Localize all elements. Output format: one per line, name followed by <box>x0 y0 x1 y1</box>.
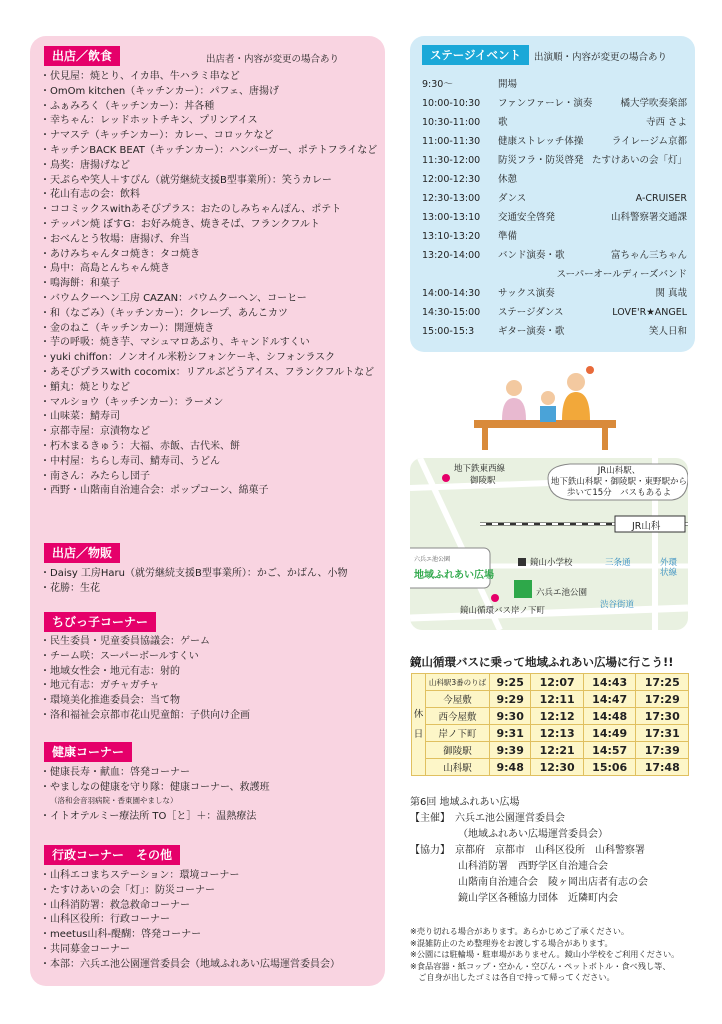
stage-row <box>422 78 687 92</box>
gov-list <box>40 869 385 973</box>
bus-time: 12:21 <box>531 742 584 759</box>
stage-performer: スーパーオールディーズバンド <box>556 269 687 280</box>
gov-item: ・ 山科消防署：救急救命コーナー <box>40 899 385 914</box>
stage-row <box>422 211 687 225</box>
stage-row <box>422 287 687 301</box>
gov-item: ・ 山科エコまちステーション：環境コーナー <box>40 869 385 884</box>
map-park-label: 六兵エ池公園 <box>536 588 588 598</box>
stage-performer: 山科警察署交通課 <box>610 212 687 223</box>
health-heading: 健康コーナー <box>44 742 132 762</box>
stage-act: サックス演奏 <box>498 288 555 299</box>
food-item: ・ 金のねこ（キッチンカー）：開運焼き <box>40 322 385 337</box>
stage-time: 11:00-11:30 <box>422 136 481 147</box>
stage-time: 14:00-14:30 <box>422 288 481 299</box>
stage-act: 防災フラ・防災啓発 <box>498 155 584 166</box>
bus-time: 14:57 <box>583 742 636 759</box>
goods-heading: 出店／物販 <box>44 543 120 563</box>
stage-performer: ライレージム京都 <box>611 136 687 147</box>
food-item: ・ OmOm kitchen（キッチンカー）：パフェ、唐揚げ <box>40 85 385 100</box>
left-panel <box>30 36 385 986</box>
bus-time: 12:07 <box>531 674 584 691</box>
bus-time: 17:29 <box>636 691 689 708</box>
stage-note: 出演順・内容が変更の場合あり <box>534 52 668 63</box>
food-item: ・ あそびプラスwith cocomix：リアルぶどうアイス、フランクフルトなど <box>40 366 385 381</box>
stage-performer: 橘大学吹奏楽部 <box>620 98 687 109</box>
map-callout <box>550 466 688 499</box>
note-5: ご自身が出したゴミは各自で持って帰ってください。 <box>410 972 615 983</box>
notes <box>410 926 710 984</box>
family-illustration <box>470 360 620 452</box>
bus-stop: 西今屋敷 <box>426 708 490 725</box>
bus-time: 12:13 <box>531 725 584 742</box>
food-item: ・ テッパン焼 ぼすG：お好み焼き、焼きそば、フランクフルト <box>40 218 385 233</box>
stage-time: 12:30-13:00 <box>422 193 481 204</box>
kids-list <box>40 635 385 724</box>
gov-item: ・ 本部：六兵エ池公園運営委員会（地域ふれあい広場運営委員会） <box>40 958 385 973</box>
food-item: ・ 中村屋：ちらし寿司、鯖寿司、うどん <box>40 455 385 470</box>
coop-label: 【協力】 <box>410 845 445 856</box>
stage-time: 9:30～ <box>422 79 453 90</box>
note-3: ※公園には駐輪場・駐車場がありません。鏡山小学校をご利用ください。 <box>410 949 680 960</box>
health-list-2 <box>40 810 385 825</box>
stage-act: 歌 <box>498 117 508 128</box>
coop-3: 山階南自治連合会 陵ヶ岡出店者有志の会 <box>458 877 648 888</box>
bus-stop: 山科駅 <box>426 759 490 776</box>
stage-time: 13:10-13:20 <box>422 231 481 242</box>
bus-time: 12:30 <box>531 759 584 776</box>
bus-time: 14:47 <box>583 691 636 708</box>
stage-performer: 笑人日和 <box>648 326 687 337</box>
food-item: ・ キッチンBACK BEAT（キッチンカー）：ハンバーガー、ポテトフライなど <box>40 144 385 159</box>
host-line <box>410 811 710 827</box>
map-jr-label: JR山科 <box>632 521 661 532</box>
stage-time: 13:20-14:00 <box>422 250 481 261</box>
stage-act: 準備 <box>498 231 518 242</box>
stage-act: ファンファーレ・演奏 <box>498 98 593 109</box>
stage-act: 開場 <box>498 79 518 90</box>
event-info <box>410 795 710 907</box>
stage-time: 12:00-12:30 <box>422 174 481 185</box>
food-item: ・ 南さん：みたらし団子 <box>40 470 385 485</box>
food-item: ・ 鮹丸：焼とりなど <box>40 381 385 396</box>
map-station-label: 御陵駅 <box>470 476 496 486</box>
bus-row <box>412 708 689 725</box>
bus-stop: 今屋敷 <box>426 691 490 708</box>
stage-act: バンド演奏・歌 <box>498 250 565 261</box>
bus-time: 17:39 <box>636 742 689 759</box>
stage-act: 健康ストレッチ体操 <box>498 136 584 147</box>
gaikan-line-2: 状線 <box>660 568 678 578</box>
stage-panel <box>410 36 695 352</box>
food-item: ・ 朽木まるきゅう：大福、赤飯、古代米、餅 <box>40 440 385 455</box>
access-map <box>410 458 688 630</box>
map-school-label: 鏡山小学校 <box>530 558 573 568</box>
health-list <box>40 766 385 796</box>
host-name: 六兵エ池公園運営委員会 <box>455 813 565 824</box>
gov-item: ・ たすけあいの会「灯」：防災コーナー <box>40 884 385 899</box>
kids-item: ・ 地域女性会・地元有志：射的 <box>40 665 385 680</box>
bus-time: 14:43 <box>583 674 636 691</box>
goods-item: ・ 花勝：生花 <box>40 582 385 597</box>
bus-time: 9:48 <box>490 759 531 776</box>
goods-list <box>40 567 385 597</box>
gov-item: ・ meetus山科-醍醐：啓発コーナー <box>40 928 385 943</box>
food-note: 出店者・内容が変更の場合あり <box>206 54 340 65</box>
bus-timetable <box>411 673 689 776</box>
kids-item: ・ 環境美化推進委員会：当て物 <box>40 694 385 709</box>
stage-performer: 関 真哉 <box>655 288 687 299</box>
stage-performer: 寺西 さよ <box>645 117 687 128</box>
health-item: ・ やましなの健康を守り隊：健康コーナー、救護班 <box>40 781 385 796</box>
map-gaikan-label <box>660 558 677 578</box>
food-item: ・ 幸ちゃん：レッドホットチキン、プリンアイス <box>40 114 385 129</box>
host-sub: （地域ふれあい広場運営委員会） <box>458 829 608 840</box>
food-item: ・ 京都寺屋：京漬物など <box>40 425 385 440</box>
gov-item: ・ 山科区役所：行政コーナー <box>40 913 385 928</box>
bus-time: 15:06 <box>583 759 636 776</box>
bus-time: 14:48 <box>583 708 636 725</box>
coop-2: 山科消防署 西野学区自治連合会 <box>458 861 608 872</box>
stage-time: 11:30-12:00 <box>422 155 481 166</box>
health-item: ・ 健康長寿・献血：啓発コーナー <box>40 766 385 781</box>
stage-performer: 富ちゃん三ちゃん <box>610 250 687 261</box>
stage-row <box>422 325 687 339</box>
stage-time: 15:00-15:3 <box>422 326 475 337</box>
bus-time: 17:30 <box>636 708 689 725</box>
map-logo-small: 六兵エ池公園 <box>414 556 451 563</box>
holiday-label: 休日 <box>412 674 426 776</box>
bus-title: 鏡山循環バスに乗って地域ふれあい広場に行こう!! <box>410 655 674 669</box>
food-item: ・ yuki chiffon：ノンオイル米粉シフォンケーキ、シフォンラスク <box>40 351 385 366</box>
food-item: ・ 和（なごみ）（キッチンカー）：クレープ、あんこカツ <box>40 307 385 322</box>
bus-row <box>412 691 689 708</box>
gaikan-line-1: 外環 <box>660 558 678 568</box>
health-sub: （洛和会音羽病院・香東園やましな） <box>50 796 178 805</box>
bus-time: 12:12 <box>531 708 584 725</box>
kids-item: ・ 洛和福祉会京都市花山児童館：子供向け企画 <box>40 709 385 724</box>
kids-item: ・ チーム咲：スーパーボールすくい <box>40 650 385 665</box>
stage-act: 休憩 <box>498 174 518 185</box>
health-item: ・ イトオテルミー療法所 TO［と］＋：温熱療法 <box>40 810 385 825</box>
stage-act: ギター演奏・歌 <box>498 326 565 337</box>
bus-time: 17:25 <box>636 674 689 691</box>
map-subway-label: 地下鉄東西線 <box>454 464 506 474</box>
stage-row <box>422 230 687 244</box>
stage-time: 10:30-11:00 <box>422 117 481 128</box>
coop-4: 鏡山学区各種協力団体 近隣町内会 <box>458 893 618 904</box>
coop-line <box>410 843 710 859</box>
food-item: ・ ふぁみろく（キッチンカー）：丼各種 <box>40 100 385 115</box>
food-item: ・ 芋の呼吸：焼き芋、マシュマロあぶり、キャンドルすくい <box>40 336 385 351</box>
stage-row <box>422 173 687 187</box>
stage-performer: A-CRUISER <box>635 193 687 204</box>
bus-stop: 山科駅3番のりば <box>426 674 490 691</box>
food-item: ・ 花山有志の会：飲料 <box>40 188 385 203</box>
bus-stop: 御陵駅 <box>426 742 490 759</box>
stage-row <box>422 154 687 168</box>
kids-item: ・ 地元有志：ガチャガチャ <box>40 679 385 694</box>
bus-time: 9:29 <box>490 691 531 708</box>
bus-time: 9:39 <box>490 742 531 759</box>
map-logo: 地域ふれあい広場 <box>414 570 494 581</box>
bus-time: 14:49 <box>583 725 636 742</box>
bus-row <box>412 674 689 691</box>
stage-time: 13:00-13:10 <box>422 212 481 223</box>
host-label: 【主催】 <box>410 813 445 824</box>
stage-row <box>422 97 687 111</box>
food-item: ・ 鳴海餅：和菓子 <box>40 277 385 292</box>
gov-item: ・ 共同募金コーナー <box>40 943 385 958</box>
bus-stop: 岸ノ下町 <box>426 725 490 742</box>
note-2: ※混雑防止のため整理券をお渡しする場合があります。 <box>410 937 613 948</box>
kids-heading: ちびっ子コーナー <box>44 612 156 632</box>
stage-row <box>422 249 687 263</box>
note-4: ※食品容器・紙コップ・空かん・空びん・ペットボトル・食べ残し等、 <box>410 960 671 971</box>
coop-1: 京都府 京都市 山科区役所 山科警察署 <box>455 845 645 856</box>
callout-line-3: 歩いて15分 バスもあるよ <box>566 488 672 498</box>
stage-row <box>422 192 687 206</box>
food-item: ・ バウムクーヘン工房 CAZAN：バウムクーヘン、コーヒー <box>40 292 385 307</box>
bus-row <box>412 725 689 742</box>
stage-heading: ステージイベント <box>422 45 529 65</box>
stage-time: 14:30-15:00 <box>422 307 481 318</box>
bus-row <box>412 742 689 759</box>
stage-performer: たすけあいの会「灯」 <box>591 155 687 166</box>
map-sanjo-label: 三条通 <box>605 558 631 568</box>
food-item: ・ 鳥中：高島とんちゃん焼き <box>40 262 385 277</box>
stage-time: 10:00-10:30 <box>422 98 481 109</box>
event-name: 第6回 地域ふれあい広場 <box>410 797 520 808</box>
bus-time: 9:30 <box>490 708 531 725</box>
bus-time: 9:31 <box>490 725 531 742</box>
bus-time: 12:11 <box>531 691 584 708</box>
stage-act: ステージダンス <box>498 307 564 318</box>
stage-row <box>422 268 687 282</box>
gov-heading: 行政コーナー その他 <box>44 845 180 865</box>
map-shibuya-label: 渋谷街道 <box>600 600 635 610</box>
stage-row <box>422 116 687 130</box>
callout-line-2: 地下鉄山科駅・御陵駅・東野駅から <box>550 477 687 487</box>
map-busstop-label: 鏡山循環バス岸ノ下町 <box>460 606 546 616</box>
bus-time: 9:25 <box>490 674 531 691</box>
stage-performer: LOVE'R★ANGEL <box>612 307 687 318</box>
stage-row <box>422 135 687 149</box>
food-item: ・ マルショウ（キッチンカー）：ラーメン <box>40 396 385 411</box>
food-item: ・ 鳥奖：唐揚げなど <box>40 159 385 174</box>
food-item: ・ ココミックスwithあそびプラス：おたのしみちゃんぽん、ポテト <box>40 203 385 218</box>
bus-time: 17:48 <box>636 759 689 776</box>
food-item: ・ 山味菜：鯖寿司 <box>40 410 385 425</box>
food-item: ・ ナマステ（キッチンカー）：カレー、コロッケなど <box>40 129 385 144</box>
kids-item: ・ 民生委員・児童委員協議会：ゲーム <box>40 635 385 650</box>
bus-time: 17:31 <box>636 725 689 742</box>
callout-line-1: JR山科駅、 <box>597 466 641 476</box>
food-item: ・ 伏見屋：焼とり、イカ串、牛ハラミ串など <box>40 70 385 85</box>
stage-act: 交通安全啓発 <box>498 212 556 223</box>
note-1: ※売り切れる場合があります。あらかじめご了承ください。 <box>410 926 630 936</box>
stage-row <box>422 306 687 320</box>
food-heading: 出店／飲食 <box>44 46 120 66</box>
food-item: ・ 西野・山階南自治連合会：ポップコーン、綿菓子 <box>40 484 385 499</box>
goods-item: ・ Daisy 工房Haru（就労継続支援B型事業所）：かご、かばん、小物 <box>40 567 385 582</box>
bus-row <box>412 759 689 776</box>
food-item: ・ おべんとう牧場：唐揚げ、弁当 <box>40 233 385 248</box>
stage-act: ダンス <box>498 193 527 204</box>
food-item: ・ 天ぷらや笑人＋すぴん（就労継続支援B型事業所）：笑うカレー <box>40 174 385 189</box>
food-list <box>40 70 385 499</box>
food-item: ・ あけみちゃんタコ焼き：タコ焼き <box>40 248 385 263</box>
